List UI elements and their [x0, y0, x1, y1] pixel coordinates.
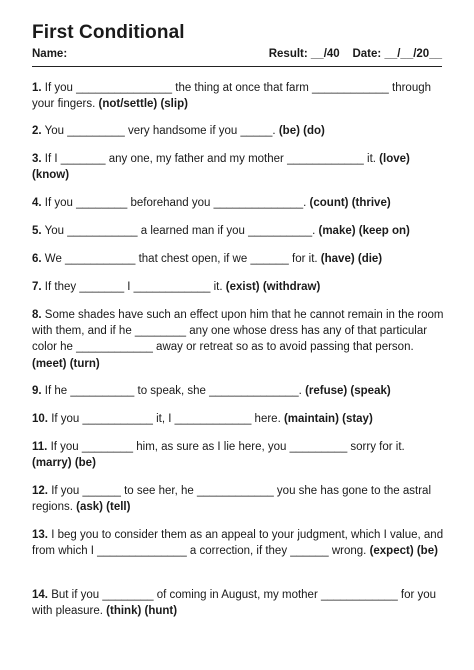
- question-11: [32, 439, 444, 471]
- question-number: 13.: [32, 529, 48, 541]
- question-number: 1.: [32, 82, 42, 94]
- question-text: If you _______________ the thing at once that farm ____________ through your fingers.: [32, 82, 432, 111]
- question-verbs: (not/settle) (slip): [98, 98, 188, 111]
- question-number: 7.: [32, 281, 42, 293]
- question-text: But if you ________ of coming in August, my mother ____________ for you with pleasure.: [32, 589, 437, 618]
- result-date-group: [269, 48, 442, 60]
- question-number: 14.: [32, 589, 48, 601]
- question-3: [32, 151, 444, 183]
- question-number: 12.: [32, 485, 48, 497]
- question-6: [32, 251, 444, 267]
- header-row: [32, 48, 442, 64]
- result-value: __/40: [310, 48, 340, 60]
- question-9: [32, 383, 444, 399]
- date-label: Date:: [352, 48, 382, 60]
- question-4: [32, 195, 444, 211]
- question-verbs: (expect) (be): [369, 545, 438, 558]
- question-number: 6.: [32, 253, 42, 265]
- question-5: [32, 223, 444, 239]
- question-verbs: (think) (hunt): [106, 605, 178, 618]
- question-verbs: (refuse) (speak): [305, 385, 391, 397]
- question-verbs: (count) (thrive): [309, 197, 391, 209]
- question-text: If you ________ him, as sure as I lie here, you _________ sorry for it.: [50, 441, 405, 453]
- question-number: 10.: [32, 413, 48, 425]
- question-verbs: (ask) (tell): [76, 501, 131, 514]
- question-verbs: (meet) (turn): [32, 357, 100, 370]
- question-verbs: (maintain) (stay): [283, 413, 373, 425]
- question-text: If you ________ beforehand you ______________.: [44, 197, 307, 209]
- question-number: 9.: [32, 385, 42, 397]
- question-verbs: (have) (die): [320, 253, 383, 265]
- question-text: If they _______ I ____________ it.: [44, 281, 223, 293]
- question-text: You ___________ a learned man if you __________.: [44, 225, 316, 237]
- question-8: [32, 307, 444, 372]
- question-text: We ___________ that chest open, if we ______ for it.: [44, 253, 318, 265]
- question-12: [32, 483, 444, 515]
- question-number: 4.: [32, 197, 42, 209]
- question-verbs: (exist) (withdraw): [225, 281, 321, 293]
- question-2: [32, 123, 444, 139]
- result-label: Result:: [268, 48, 308, 60]
- question-1: [32, 80, 444, 112]
- question-text: Some shades have such an effect upon him that he cannot remain in the room with them, and if he ________ any one whose dress has any of that particular color he ____________ away or retreat so as to avoid passing that person.: [32, 309, 444, 354]
- question-14: [32, 587, 444, 619]
- question-13: [32, 527, 444, 559]
- question-text: I beg you to consider them as an appeal to your judgment, which I value, and from which I ______________ a correction, if they ______ wrong.: [32, 529, 444, 558]
- question-verbs: (marry) (be): [32, 457, 96, 470]
- question-text: If I _______ any one, my father and my mother ____________ it.: [44, 153, 376, 165]
- question-number: 11.: [32, 441, 48, 453]
- question-verbs: (make) (keep on): [318, 225, 410, 237]
- question-text: If you ___________ it, I ____________ here.: [51, 413, 281, 425]
- question-10: [32, 411, 444, 427]
- question-text: If he __________ to speak, she ______________.: [44, 385, 302, 397]
- name-label: Name:: [32, 48, 68, 60]
- question-text: You _________ very handsome if you _____.: [44, 125, 276, 137]
- question-text: If you ______ to see her, he ____________ you she has gone to the astral regions.: [32, 485, 432, 514]
- question-7: [32, 279, 444, 295]
- header-divider: [32, 66, 442, 67]
- question-verbs: (be) (do): [278, 125, 325, 137]
- question-number: 5.: [32, 225, 42, 237]
- question-number: 8.: [32, 309, 42, 321]
- question-verbs: (love) (know): [32, 153, 410, 182]
- date-value: __/__/20__: [384, 48, 442, 60]
- question-number: 2.: [32, 125, 42, 137]
- question-number: 3.: [32, 153, 42, 165]
- page-title: First Conditional: [32, 22, 185, 43]
